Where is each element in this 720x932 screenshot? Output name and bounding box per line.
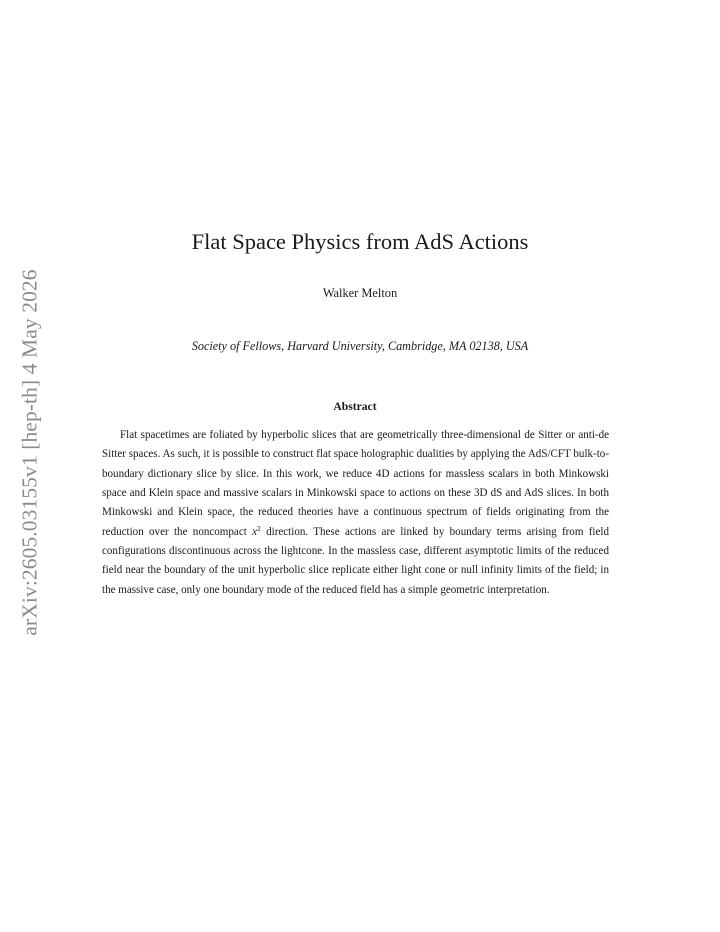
abstract-heading: Abstract [333, 400, 377, 413]
math-variable: x [252, 525, 258, 538]
arxiv-identifier: arXiv:2605.03155v1 [hep-th] 4 May 2026 [17, 268, 42, 636]
author-affiliation: Society of Fellows, Harvard University, Cambridge, MA 02138, USA [191, 339, 529, 353]
abstract-text-part-2: direction. These actions are linked by boundary terms arising from field configurations discontinuous across the lightcone. In the massless case, different asymptotic limits of the reduced field near the boundary of the unit hyperbolic slice replicate either light cone or null infinity limits of the field; in the massive case, only one boundary mode of the reduced field has a simple geometric interpretation. [102, 525, 609, 596]
abstract-body [102, 426, 609, 600]
math-superscript: 2 [257, 523, 261, 533]
abstract-text-part-1: Flat spacetimes are foliated by hyperbolic slices that are geometrically three-dimensional de Sitter or anti-de Sitter spaces. As such, it is possible to construct flat space holographic dualities by applying the AdS/CFT bulk-to-boundary dictionary slice by slice. In this work, we reduce 4D actions for massless scalars in both Minkowski space and Klein space and massive scalars in Minkowski space to actions on these 3D dS and AdS slices. In both Minkowski and Klein space, the reduced theories have a continuous spectrum of fields originating from the reduction over the noncompact [102, 429, 609, 538]
paper-author: Walker Melton [322, 286, 398, 300]
paper-title: Flat Space Physics from AdS Actions [191, 229, 529, 254]
arxiv-side-stamp [14, 258, 46, 646]
